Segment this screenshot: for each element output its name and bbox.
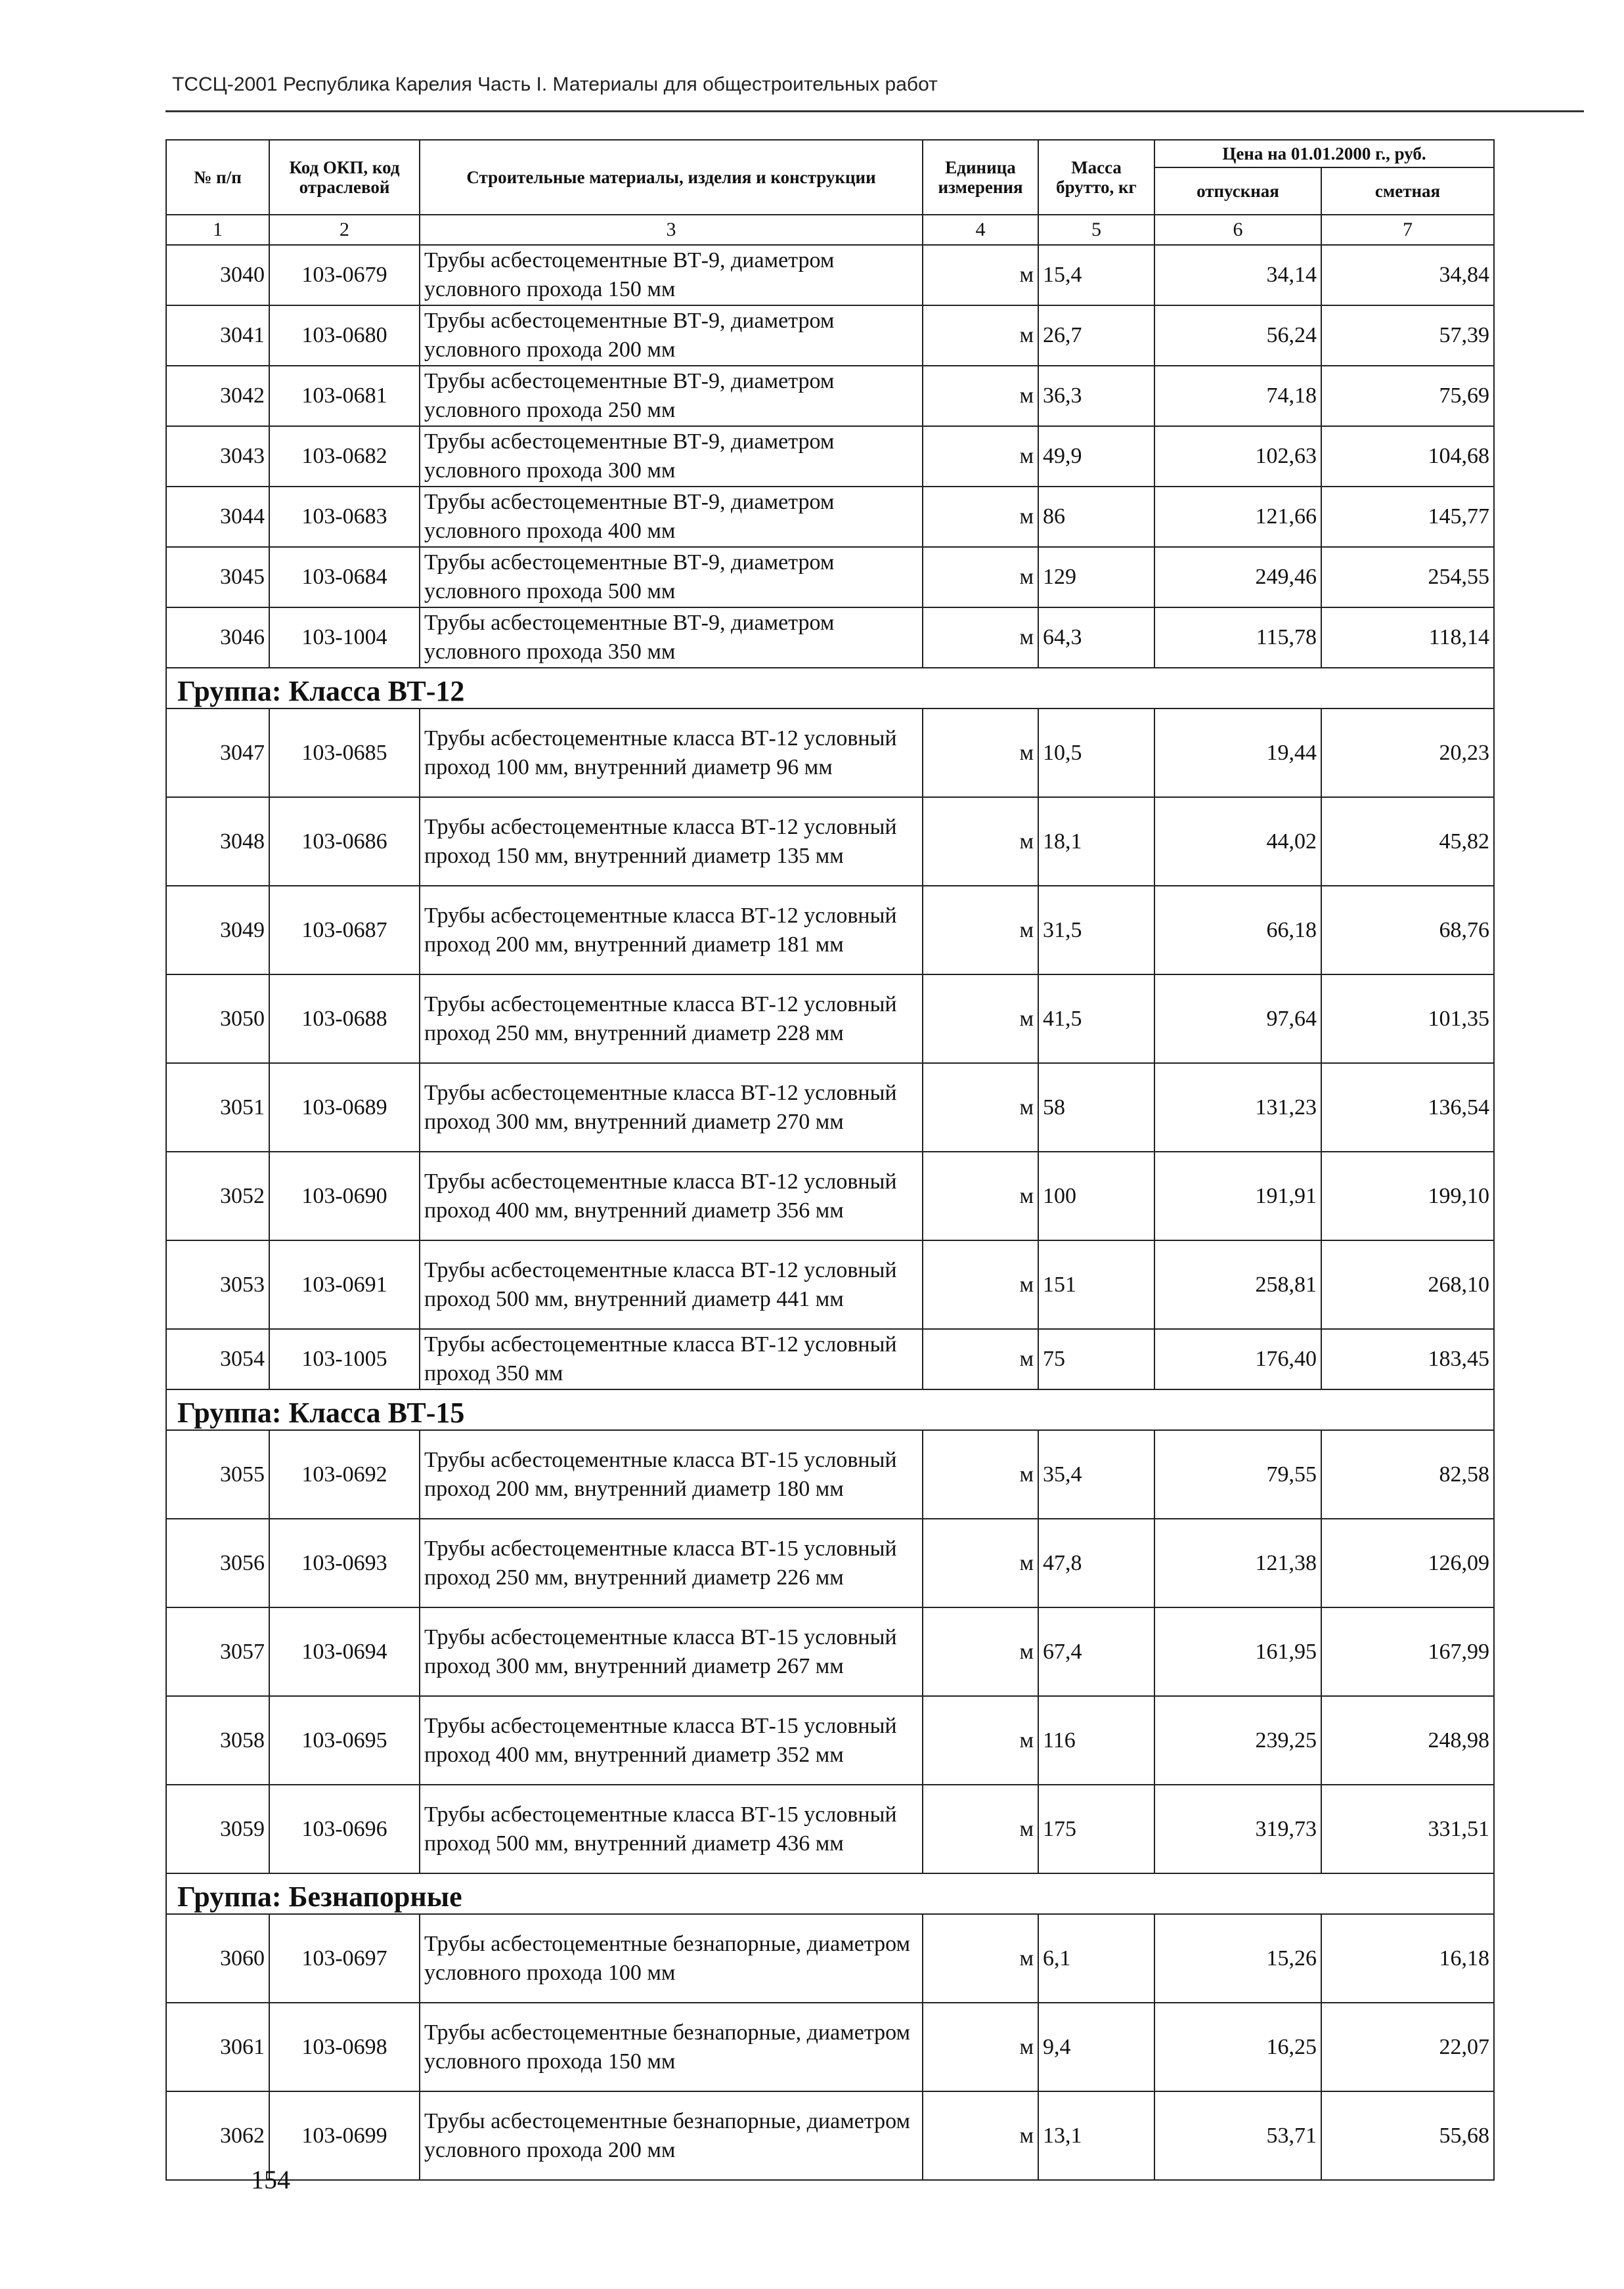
price-release: 131,23 xyxy=(1154,1063,1321,1152)
unit: м xyxy=(923,886,1038,974)
unit: м xyxy=(923,1785,1038,1873)
okp-code: 103-1005 xyxy=(269,1329,420,1389)
price-estimate: 101,35 xyxy=(1321,974,1494,1063)
price-release: 34,14 xyxy=(1154,245,1321,305)
price-estimate: 254,55 xyxy=(1321,547,1494,607)
gross-mass: 64,3 xyxy=(1038,607,1154,668)
material-name: Трубы асбестоцементные класса ВТ-15 условный проход 500 мм, внутренний диаметр 436 мм xyxy=(420,1785,923,1873)
price-estimate: 75,69 xyxy=(1321,366,1494,426)
gross-mass: 47,8 xyxy=(1038,1519,1154,1607)
okp-code: 103-0690 xyxy=(269,1152,420,1240)
gross-mass: 35,4 xyxy=(1038,1430,1154,1519)
column-number: 4 xyxy=(923,215,1038,245)
price-release: 249,46 xyxy=(1154,547,1321,607)
price-release: 176,40 xyxy=(1154,1329,1321,1389)
row-number: 3050 xyxy=(166,974,269,1063)
price-estimate: 248,98 xyxy=(1321,1696,1494,1785)
okp-code: 103-0695 xyxy=(269,1696,420,1785)
row-number: 3055 xyxy=(166,1430,269,1519)
material-name: Трубы асбестоцементные класса ВТ-15 условный проход 400 мм, внутренний диаметр 352 мм xyxy=(420,1696,923,1785)
gross-mass: 6,1 xyxy=(1038,1914,1154,2003)
price-estimate: 82,58 xyxy=(1321,1430,1494,1519)
unit: м xyxy=(923,607,1038,668)
unit: м xyxy=(923,974,1038,1063)
row-number: 3053 xyxy=(166,1240,269,1329)
price-release: 239,25 xyxy=(1154,1696,1321,1785)
header-price-group: Цена на 01.01.2000 г., руб. xyxy=(1154,140,1494,167)
table-header xyxy=(166,140,1494,245)
price-release: 66,18 xyxy=(1154,886,1321,974)
price-estimate: 104,68 xyxy=(1321,426,1494,487)
price-release: 15,26 xyxy=(1154,1914,1321,2003)
price-estimate: 268,10 xyxy=(1321,1240,1494,1329)
gross-mass: 86 xyxy=(1038,487,1154,547)
material-name: Трубы асбестоцементные ВТ-9, диаметром условного прохода 150 мм xyxy=(420,245,923,305)
unit: м xyxy=(923,1914,1038,2003)
column-number-row xyxy=(166,215,1494,245)
unit: м xyxy=(923,1329,1038,1389)
table-row xyxy=(166,1519,1494,1607)
price-release: 258,81 xyxy=(1154,1240,1321,1329)
price-release: 121,66 xyxy=(1154,487,1321,547)
price-estimate: 136,54 xyxy=(1321,1063,1494,1152)
price-release: 79,55 xyxy=(1154,1430,1321,1519)
okp-code: 103-0694 xyxy=(269,1607,420,1696)
price-release: 161,95 xyxy=(1154,1607,1321,1696)
column-number: 2 xyxy=(269,215,420,245)
material-name: Трубы асбестоцементные класса ВТ-12 условный проход 350 мм xyxy=(420,1329,923,1389)
row-number: 3052 xyxy=(166,1152,269,1240)
unit: м xyxy=(923,708,1038,797)
okp-code: 103-0683 xyxy=(269,487,420,547)
table-row xyxy=(166,1329,1494,1389)
material-name: Трубы асбестоцементные ВТ-9, диаметром условного прохода 200 мм xyxy=(420,305,923,366)
row-number: 3043 xyxy=(166,426,269,487)
unit: м xyxy=(923,426,1038,487)
price-estimate: 22,07 xyxy=(1321,2003,1494,2091)
unit: м xyxy=(923,2091,1038,2180)
table-row xyxy=(166,2091,1494,2180)
running-header: ТССЦ-2001 Республика Карелия Часть I. Материалы для общестроительных работ xyxy=(172,74,938,95)
price-release: 191,91 xyxy=(1154,1152,1321,1240)
unit: м xyxy=(923,547,1038,607)
okp-code: 103-0687 xyxy=(269,886,420,974)
material-name: Трубы асбестоцементные класса ВТ-12 условный проход 300 мм, внутренний диаметр 270 мм xyxy=(420,1063,923,1152)
table-row xyxy=(166,1152,1494,1240)
material-name: Трубы асбестоцементные класса ВТ-15 условный проход 200 мм, внутренний диаметр 180 мм xyxy=(420,1430,923,1519)
price-estimate: 199,10 xyxy=(1321,1152,1494,1240)
price-release: 115,78 xyxy=(1154,607,1321,668)
material-name: Трубы асбестоцементные класса ВТ-12 условный проход 150 мм, внутренний диаметр 135 мм xyxy=(420,797,923,886)
okp-code: 103-0684 xyxy=(269,547,420,607)
gross-mass: 129 xyxy=(1038,547,1154,607)
row-number: 3056 xyxy=(166,1519,269,1607)
table-row xyxy=(166,2003,1494,2091)
price-release: 16,25 xyxy=(1154,2003,1321,2091)
material-name: Трубы асбестоцементные ВТ-9, диаметром условного прохода 400 мм xyxy=(420,487,923,547)
page-number: 154 xyxy=(251,2165,290,2194)
material-name: Трубы асбестоцементные ВТ-9, диаметром условного прохода 350 мм xyxy=(420,607,923,668)
row-number: 3058 xyxy=(166,1696,269,1785)
unit: м xyxy=(923,1063,1038,1152)
row-number: 3051 xyxy=(166,1063,269,1152)
okp-code: 103-0691 xyxy=(269,1240,420,1329)
price-estimate: 16,18 xyxy=(1321,1914,1494,2003)
okp-code: 103-0696 xyxy=(269,1785,420,1873)
material-name: Трубы асбестоцементные класса ВТ-15 условный проход 250 мм, внутренний диаметр 226 мм xyxy=(420,1519,923,1607)
row-number: 3059 xyxy=(166,1785,269,1873)
header-price-release: отпускная xyxy=(1154,167,1321,215)
price-release: 74,18 xyxy=(1154,366,1321,426)
table-row xyxy=(166,487,1494,547)
gross-mass: 100 xyxy=(1038,1152,1154,1240)
price-release: 319,73 xyxy=(1154,1785,1321,1873)
okp-code: 103-0698 xyxy=(269,2003,420,2091)
group-heading: Группа: Безнапорные xyxy=(166,1873,1494,1914)
row-number: 3049 xyxy=(166,886,269,974)
okp-code: 103-1004 xyxy=(269,607,420,668)
price-estimate: 45,82 xyxy=(1321,797,1494,886)
table-row xyxy=(166,1063,1494,1152)
row-number: 3044 xyxy=(166,487,269,547)
material-name: Трубы асбестоцементные ВТ-9, диаметром условного прохода 250 мм xyxy=(420,366,923,426)
row-number: 3046 xyxy=(166,607,269,668)
okp-code: 103-0686 xyxy=(269,797,420,886)
gross-mass: 26,7 xyxy=(1038,305,1154,366)
okp-code: 103-0688 xyxy=(269,974,420,1063)
unit: м xyxy=(923,1430,1038,1519)
okp-code: 103-0685 xyxy=(269,708,420,797)
gross-mass: 9,4 xyxy=(1038,2003,1154,2091)
gross-mass: 175 xyxy=(1038,1785,1154,1873)
header-name: Строительные материалы, изделия и конструкции xyxy=(420,140,923,215)
row-number: 3041 xyxy=(166,305,269,366)
row-number: 3048 xyxy=(166,797,269,886)
header-rule xyxy=(165,110,1584,112)
material-name: Трубы асбестоцементные ВТ-9, диаметром условного прохода 500 мм xyxy=(420,547,923,607)
unit: м xyxy=(923,797,1038,886)
table-row xyxy=(166,305,1494,366)
unit: м xyxy=(923,487,1038,547)
table-row xyxy=(166,547,1494,607)
price-release: 102,63 xyxy=(1154,426,1321,487)
table-row xyxy=(166,708,1494,797)
gross-mass: 41,5 xyxy=(1038,974,1154,1063)
material-name: Трубы асбестоцементные класса ВТ-12 условный проход 250 мм, внутренний диаметр 228 мм xyxy=(420,974,923,1063)
unit: м xyxy=(923,2003,1038,2091)
material-name: Трубы асбестоцементные безнапорные, диаметром условного прохода 100 мм xyxy=(420,1914,923,2003)
price-release: 56,24 xyxy=(1154,305,1321,366)
okp-code: 103-0697 xyxy=(269,1914,420,2003)
gross-mass: 31,5 xyxy=(1038,886,1154,974)
row-number: 3042 xyxy=(166,366,269,426)
unit: м xyxy=(923,1240,1038,1329)
table-row xyxy=(166,797,1494,886)
row-number: 3062 xyxy=(166,2091,269,2180)
material-name: Трубы асбестоцементные ВТ-9, диаметром условного прохода 300 мм xyxy=(420,426,923,487)
price-release: 53,71 xyxy=(1154,2091,1321,2180)
okp-code: 103-0681 xyxy=(269,366,420,426)
column-number: 6 xyxy=(1154,215,1321,245)
table-row xyxy=(166,1785,1494,1873)
group-row xyxy=(166,1873,1494,1914)
table-row xyxy=(166,974,1494,1063)
price-estimate: 126,09 xyxy=(1321,1519,1494,1607)
okp-code: 103-0679 xyxy=(269,245,420,305)
price-release: 121,38 xyxy=(1154,1519,1321,1607)
price-estimate: 57,39 xyxy=(1321,305,1494,366)
row-number: 3047 xyxy=(166,708,269,797)
price-estimate: 34,84 xyxy=(1321,245,1494,305)
material-name: Трубы асбестоцементные класса ВТ-12 условный проход 500 мм, внутренний диаметр 441 мм xyxy=(420,1240,923,1329)
unit: м xyxy=(923,1696,1038,1785)
price-estimate: 331,51 xyxy=(1321,1785,1494,1873)
table-body xyxy=(166,245,1494,2180)
group-row xyxy=(166,668,1494,708)
okp-code: 103-0692 xyxy=(269,1430,420,1519)
row-number: 3057 xyxy=(166,1607,269,1696)
group-row xyxy=(166,1389,1494,1430)
price-estimate: 167,99 xyxy=(1321,1607,1494,1696)
gross-mass: 36,3 xyxy=(1038,366,1154,426)
okp-code: 103-0689 xyxy=(269,1063,420,1152)
table-row xyxy=(166,1696,1494,1785)
unit: м xyxy=(923,245,1038,305)
header-code: Код ОКП, код отраслевой xyxy=(269,140,420,215)
column-number: 1 xyxy=(166,215,269,245)
price-release: 19,44 xyxy=(1154,708,1321,797)
okp-code: 103-0682 xyxy=(269,426,420,487)
header-mass: Масса брутто, кг xyxy=(1038,140,1154,215)
material-name: Трубы асбестоцементные класса ВТ-15 условный проход 300 мм, внутренний диаметр 267 мм xyxy=(420,1607,923,1696)
header-no: № п/п xyxy=(166,140,269,215)
table-row xyxy=(166,366,1494,426)
gross-mass: 58 xyxy=(1038,1063,1154,1152)
material-name: Трубы асбестоцементные класса ВТ-12 условный проход 200 мм, внутренний диаметр 181 мм xyxy=(420,886,923,974)
material-name: Трубы асбестоцементные класса ВТ-12 условный проход 100 мм, внутренний диаметр 96 мм xyxy=(420,708,923,797)
material-name: Трубы асбестоцементные безнапорные, диаметром условного прохода 150 мм xyxy=(420,2003,923,2091)
column-number: 5 xyxy=(1038,215,1154,245)
table-row xyxy=(166,1240,1494,1329)
header-unit: Единица измерения xyxy=(923,140,1038,215)
price-release: 97,64 xyxy=(1154,974,1321,1063)
price-table xyxy=(165,139,1495,2181)
price-release: 44,02 xyxy=(1154,797,1321,886)
gross-mass: 49,9 xyxy=(1038,426,1154,487)
price-estimate: 20,23 xyxy=(1321,708,1494,797)
column-number: 3 xyxy=(420,215,923,245)
price-estimate: 118,14 xyxy=(1321,607,1494,668)
gross-mass: 75 xyxy=(1038,1329,1154,1389)
price-estimate: 183,45 xyxy=(1321,1329,1494,1389)
table-row xyxy=(166,245,1494,305)
row-number: 3061 xyxy=(166,2003,269,2091)
row-number: 3040 xyxy=(166,245,269,305)
unit: м xyxy=(923,1152,1038,1240)
unit: м xyxy=(923,366,1038,426)
group-heading: Группа: Класса ВТ-15 xyxy=(166,1389,1494,1430)
okp-code: 103-0680 xyxy=(269,305,420,366)
price-estimate: 55,68 xyxy=(1321,2091,1494,2180)
header-price-estimate: сметная xyxy=(1321,167,1494,215)
gross-mass: 15,4 xyxy=(1038,245,1154,305)
row-number: 3060 xyxy=(166,1914,269,2003)
price-estimate: 68,76 xyxy=(1321,886,1494,974)
gross-mass: 18,1 xyxy=(1038,797,1154,886)
material-name: Трубы асбестоцементные безнапорные, диаметром условного прохода 200 мм xyxy=(420,2091,923,2180)
table-row xyxy=(166,1430,1494,1519)
table-row xyxy=(166,607,1494,668)
unit: м xyxy=(923,1607,1038,1696)
group-heading: Группа: Класса ВТ-12 xyxy=(166,668,1494,708)
material-name: Трубы асбестоцементные класса ВТ-12 условный проход 400 мм, внутренний диаметр 356 мм xyxy=(420,1152,923,1240)
gross-mass: 151 xyxy=(1038,1240,1154,1329)
okp-code: 103-0699 xyxy=(269,2091,420,2180)
row-number: 3045 xyxy=(166,547,269,607)
okp-code: 103-0693 xyxy=(269,1519,420,1607)
gross-mass: 13,1 xyxy=(1038,2091,1154,2180)
table-row xyxy=(166,1914,1494,2003)
table-row xyxy=(166,1607,1494,1696)
column-number: 7 xyxy=(1321,215,1494,245)
table-row xyxy=(166,426,1494,487)
row-number: 3054 xyxy=(166,1329,269,1389)
unit: м xyxy=(923,305,1038,366)
table-row xyxy=(166,886,1494,974)
gross-mass: 116 xyxy=(1038,1696,1154,1785)
gross-mass: 10,5 xyxy=(1038,708,1154,797)
price-estimate: 145,77 xyxy=(1321,487,1494,547)
gross-mass: 67,4 xyxy=(1038,1607,1154,1696)
unit: м xyxy=(923,1519,1038,1607)
